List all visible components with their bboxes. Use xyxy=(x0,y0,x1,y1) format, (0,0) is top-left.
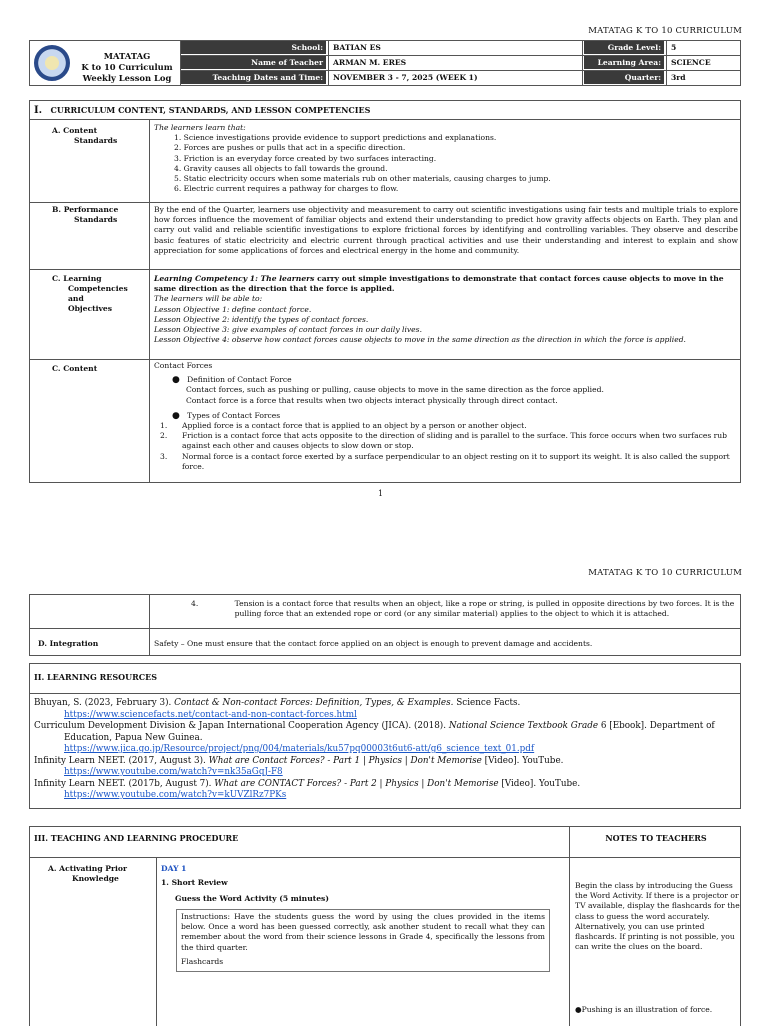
content-standards-body: The learners learn that: 1. Science investigations provide evidence to support predictions and explanations. 2. Forces are pushes or pulls that act in a specific direction. 3. Friction is an everyday force created by two surfaces interacting. 4. Gravity causes all objects to fall towards the ground. 5. Static electricity occurs when some materials rub on other materials, causing charges to jump. 6. Electric current requires a pathway for charges to flow. xyxy=(154,123,738,194)
resources-title: II. LEARNING RESOURCES xyxy=(34,672,157,682)
content-standard-item: 5. Static electricity occurs when some materials rub on other materials, causing charges to jump. xyxy=(174,174,551,184)
school-value: BATIAN ES xyxy=(333,43,381,52)
dates-value: NOVEMBER 3 - 7, 2025 (WEEK 1) xyxy=(333,73,478,82)
resource-entry: Curriculum Development Division & Japan International Cooperation Agency (JICA). (2018). National Science Textbook Grade 6 [Ebook]. Department of Education, Papua New Guinea. https://www.jica.go.jp/Resource/project/png/004/materials/ku57pq00003t6ut6-att/g6_science_text_01.pdf xyxy=(34,721,734,756)
section-curriculum-table xyxy=(29,100,741,483)
resource-link[interactable]: https://www.sciencefacts.net/contact-and-non-contact-forces.html xyxy=(64,709,357,720)
contact-force-type: 2. Friction is a contact force that acts opposite to the direction of sliding and is parallel to the surface. This force occurs when two surfaces rub against each other and causes objects to slow down or stop. xyxy=(160,431,728,451)
lesson-objective: Lesson Objective 2: identify the types of contact forces. xyxy=(154,314,369,324)
competencies-body: Learning Competency 1: The learners carry out simple investigations to demonstrate that contact forces cause objects to move in the same direction as the direction that the force is applied. The learners will be able to: Lesson Objective 1: define contact force. Lesson Objective 2: identify the types of contact forces. Lesson Objective 3: give examples of contact forces in our daily lives. Lesson Objective 4: observe how contact forces cause objects to move in the same direction as the direction in which the force is applied. xyxy=(154,274,738,345)
grade-value: 5 xyxy=(671,43,677,52)
day-label: DAY 1 xyxy=(161,864,187,873)
contact-force-types-list xyxy=(154,421,738,472)
procedure-table xyxy=(29,826,741,1026)
lesson-objective: Lesson Objective 1: define contact force. xyxy=(154,304,312,314)
quarter-label: Quarter: xyxy=(584,71,664,84)
content-standards-list xyxy=(154,133,738,194)
section1-title: I. CURRICULUM CONTENT, STANDARDS, AND LESSON COMPETENCIES xyxy=(34,105,371,116)
logo-text: MATATAG K to 10 Curriculum Weekly Lesson Log xyxy=(81,51,173,83)
integration-body: Safety – One must ensure that the contact force applied on an object is enough to prevent damage and accidents. xyxy=(154,639,593,648)
resource-entry: Bhuyan, S. (2023, February 3). Contact & Non-contact Forces: Definition, Types, & Examples. Science Facts. https://www.sciencefacts.net/contact-and-non-contact-forces.html xyxy=(34,698,734,721)
content-standard-item: 1. Science investigations provide evidence to support predictions and explanations. xyxy=(174,133,497,143)
contact-force-type: 3. Normal force is a contact force exerted by a surface perpendicular to an object resting on it to support its weight. It is also called the support force. xyxy=(160,451,730,471)
day1-block: DAY 1 1. Short Review Guess the Word Activity (5 minutes) xyxy=(161,864,561,905)
integration-label: D. Integration xyxy=(38,639,99,648)
school-label: School: xyxy=(180,41,326,54)
area-label: Learning Area: xyxy=(584,56,664,69)
teacher-label: Name of Teacher xyxy=(180,56,326,69)
grade-label: Grade Level: xyxy=(584,41,664,54)
competencies-label: C. Learning Competencies and Objectives xyxy=(52,274,128,313)
curriculum-header: MATATAG K TO 10 CURRICULUM xyxy=(588,26,742,36)
content-body: Contact Forces ● Definition of Contact Force Contact forces, such as pushing or pulling, cause objects to move in the same direction as the force applied. Contact force is a force that results when two objects interact physically through direct contact. ● Types of Contact Forces 1. Applied force is a contact force that is applied to an object by a person or another object. 2. Friction is a contact force that acts opposite to the direction of sliding and is parallel to the surface. This force occurs when two surfaces rub against each other and causes objects to slow down or stop. 3. Normal force is a contact force exerted by a surface perpendicular to an object resting on it to support its weight. It is also called the support force. xyxy=(154,361,738,472)
resource-link[interactable]: https://www.jica.go.jp/Resource/project/png/004/materials/ku57pq00003t6ut6-att/g6_science_text_01.pdf xyxy=(64,744,535,754)
content-standard-item: 6. Electric current requires a pathway for charges to flow. xyxy=(174,184,399,194)
page-number: 1 xyxy=(378,489,384,498)
resource-link[interactable]: https://www.youtube.com/watch?v=nk35aGqJ-F8 xyxy=(64,767,283,777)
performance-standards-label: B. Performance Standards xyxy=(52,205,119,224)
learning-resources-table xyxy=(29,663,741,809)
performance-standards-body: By the end of the Quarter, learners use objectivity and measurement to carry out scientific investigations using fair tests and multiple trials to explore how forces influence the movement of familiar objects and extend their understanding to predict how gravity affects objects on Earth. They plan and carry out valid and reliable scientific investigations to explore frictional forces by identifying and controlling variables. They observe and describe basic features of static electricity and electric current through practical activities and use their understanding and interest to explain and show appreciation for some applications of forces and electrical energy in the home and community. xyxy=(154,205,738,255)
notes-bullet: ●Pushing is an illustration of force. xyxy=(575,1005,713,1014)
lesson-objective: Lesson Objective 3: give examples of contact forces in our daily lives. xyxy=(154,325,422,335)
resource-entry: Infinity Learn NEET. (2017, August 3). What are Contact Forces? - Part 1 | Physics | Don't Memorise [Video]. YouTube. https://www.youtube.com/watch?v=nk35aGqJ-F8 xyxy=(34,756,734,779)
tension-item: 4. Tension is a contact force that results when an object, like a rope or string, is pulled in opposite directions by two forces. It is the pulling force that an extended rope or cord (or any similar material) applies to the object to which it is attached. xyxy=(191,599,735,619)
quarter-value: 3rd xyxy=(671,73,686,82)
activating-prior-knowledge-label: A. Activating Prior Knowledge xyxy=(48,864,127,883)
lesson-objective: Lesson Objective 4: observe how contact forces cause objects to move in the same direction as the direction in which the force is applied. xyxy=(154,335,686,345)
content-label: C. Content xyxy=(52,364,98,373)
content-standard-item: 3. Friction is an everyday force created by two surfaces interacting. xyxy=(174,153,437,163)
page2-header: MATATAG K TO 10 CURRICULUM xyxy=(588,568,742,578)
procedure-title: III. TEACHING AND LEARNING PROCEDURE xyxy=(34,833,239,843)
deped-seal-icon xyxy=(34,45,70,81)
header-info-block xyxy=(29,40,741,86)
instructions-box: Instructions: Have the students guess the word by using the clues provided in the items below. Once a word has been guessed correctly, ask another student to recall what they can remember about the word from their science lessons in Grade 4, specifically the lessons from the third quarter. Flashcards xyxy=(176,909,550,972)
resource-entry: Infinity Learn NEET. (2017b, August 7). What are CONTACT Forces? - Part 2 | Physics | Don't Memorise [Video]. YouTube. https://www.youtube.com/watch?v=kUVZlRz7PKs xyxy=(34,779,734,802)
notes-title: NOTES TO TEACHERS xyxy=(605,833,707,843)
objectives-list xyxy=(154,305,738,346)
dates-label: Teaching Dates and Time: xyxy=(180,71,326,84)
resource-link[interactable]: https://www.youtube.com/watch?v=kUVZlRz7PKs xyxy=(64,790,287,800)
info-grid xyxy=(180,41,741,85)
contact-force-type: 1. Applied force is a contact force that is applied to an object by a person or another object. xyxy=(160,421,527,431)
content-standards-label: A. Content Standards xyxy=(52,126,118,145)
teacher-value: ARMAN M. ERES xyxy=(333,58,407,67)
resources-list xyxy=(34,698,734,802)
continuation-table xyxy=(29,594,741,656)
notes-to-teachers-body: Begin the class by introducing the Guess the Word Activity. If there is a projector or TV available, display the flashcards for the class to guess the word accurately. Alternatively, you can use printed flashcards. If printing is not possible, you can write the clues on the board. xyxy=(575,881,740,952)
content-standard-item: 2. Forces are pushes or pulls that act in a specific direction. xyxy=(174,143,406,153)
content-standard-item: 4. Gravity causes all objects to fall towards the ground. xyxy=(174,163,388,173)
area-value: SCIENCE xyxy=(671,58,711,67)
